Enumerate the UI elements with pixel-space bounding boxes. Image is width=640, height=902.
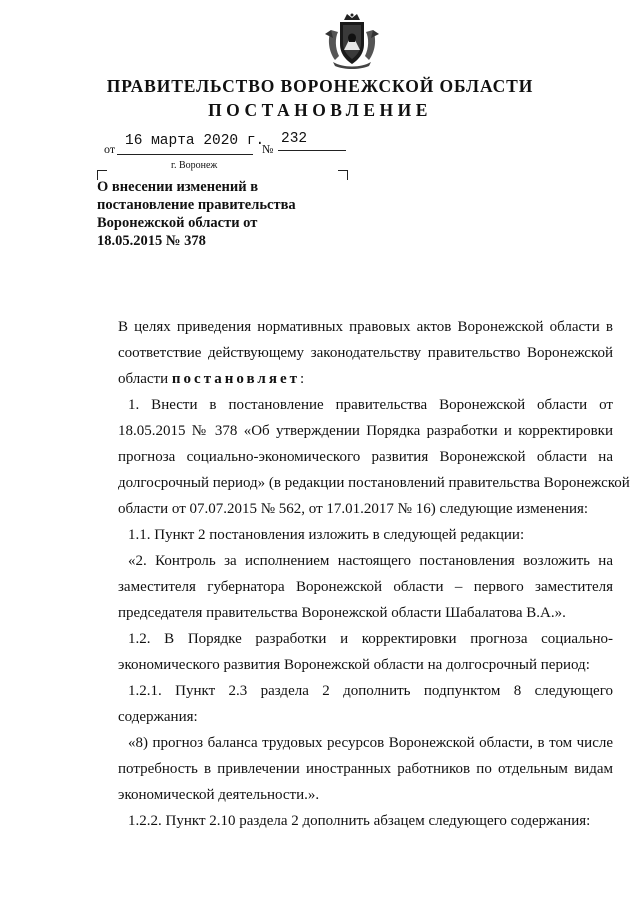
quote-8-line: «8) прогноз баланса трудовых ресурсов Воронежской области, в том числе xyxy=(128,735,613,751)
quote-8-last-line: экономической деятельности.». xyxy=(118,787,320,803)
government-name: ПРАВИТЕЛЬСТВО ВОРОНЕЖСКОЙ ОБЛАСТИ xyxy=(106,76,534,96)
preamble-line: В целях приведения нормативных правовых актов Воронежской области в xyxy=(118,319,613,335)
item-1-1: 1.1. Пункт 2 постановления изложить в следующей редакции: xyxy=(128,527,525,543)
coat-of-arms-icon xyxy=(321,12,383,70)
document-number: 232 xyxy=(281,131,308,147)
quote-8-line: потребность в привлечении иностранных работников по отдельным видам xyxy=(118,761,613,777)
document-type: ПОСТАНОВЛЕНИЕ xyxy=(208,100,432,120)
number-underline xyxy=(278,150,346,151)
subject-line: 18.05.2015 № 378 xyxy=(97,233,206,249)
preamble-prefix: области xyxy=(118,371,169,387)
item-1-2-1-last-line: содержания: xyxy=(118,709,198,725)
number-label: № xyxy=(262,142,274,156)
decree-colon: : xyxy=(300,371,305,387)
document-subject xyxy=(97,178,347,250)
item-1-2-line: 1.2. В Порядке разработки и корректировки прогноза социально- xyxy=(128,631,613,647)
item-1-2-1-line: 1.2.1. Пункт 2.3 раздела 2 дополнить подпунктом 8 следующего xyxy=(128,683,613,699)
item-1-2-2: 1.2.2. Пункт 2.10 раздела 2 дополнить абзацем следующего содержания: xyxy=(128,813,591,829)
quote-2-line: «2. Контроль за исполнением настоящего постановления возложить на xyxy=(128,553,613,569)
date-underline xyxy=(117,154,253,155)
subject-line: О внесении изменений в xyxy=(97,179,259,195)
item-1-line: 1. Внести в постановление правительства Воронежской области от xyxy=(128,397,613,413)
date-label: от xyxy=(104,142,116,156)
subject-line: постановление правительства xyxy=(97,197,296,213)
preamble-line: соответствие действующему законодательству правительство Воронежской xyxy=(118,345,613,361)
document-date: 16 марта 2020 г. xyxy=(125,133,265,149)
preamble-last-line xyxy=(118,370,304,388)
item-1-line: 18.05.2015 № 378 «Об утверждении Порядка разработки и корректировки xyxy=(118,423,613,439)
quote-2-line: заместителя губернатора Воронежской области – первого заместителя xyxy=(118,579,613,595)
quote-2-last-line: председателя правительства Воронежской области Шабалатова В.А.». xyxy=(118,605,566,621)
subject-line: Воронежской области от xyxy=(97,215,258,231)
decree-verb: постановляет xyxy=(171,371,300,387)
item-1-line: долгосрочный период» (в редакции постановлений правительства Воронежской xyxy=(118,475,630,491)
item-1-line: прогноза социально-экономического развития Воронежской области на xyxy=(118,449,613,465)
item-1-last-line: области от 07.07.2015 № 562, от 17.01.2017 № 16) следующие изменения: xyxy=(118,501,589,517)
document-place: г. Воронеж xyxy=(171,160,218,171)
item-1-2-last-line: экономического развития Воронежской области на долгосрочный период: xyxy=(118,657,590,673)
